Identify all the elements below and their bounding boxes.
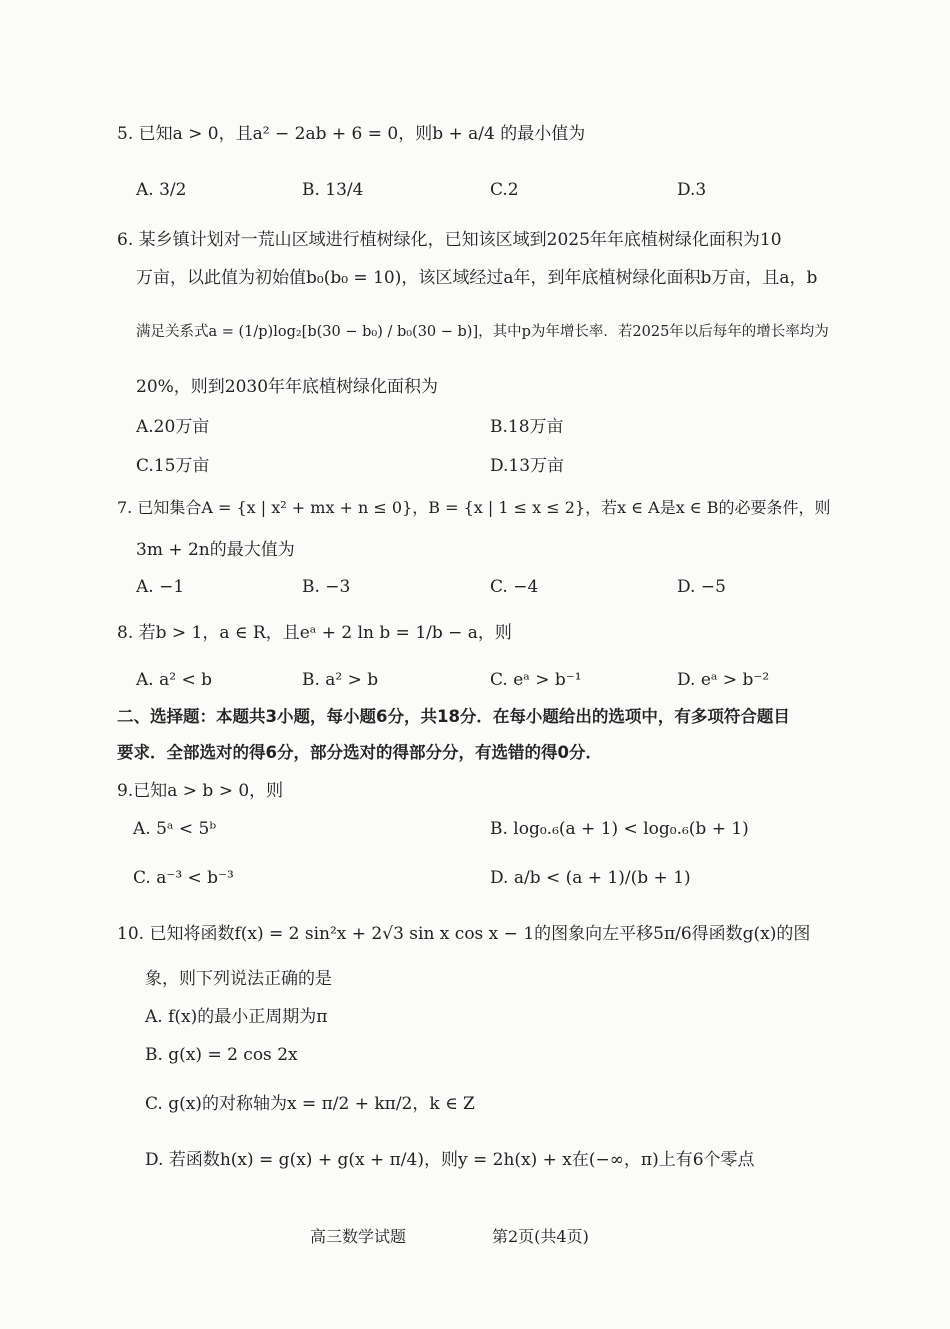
q8-option-d: D. eᵃ > b⁻² xyxy=(677,670,770,690)
q10-option-c: C. g(x)的对称轴为x = π/2 + kπ/2，k ∈ Z xyxy=(145,1094,475,1114)
q10-option-b: B. g(x) = 2 cos 2x xyxy=(145,1045,298,1065)
q9-option-a: A. 5ᵃ < 5ᵇ xyxy=(133,819,217,839)
q6-line-2: 万亩，以此值为初始值b₀(b₀ = 10)，该区域经过a年，到年底植树绿化面积b万亩，且a，b xyxy=(136,268,818,288)
q10-line-1: 10. 已知将函数f(x) = 2 sin²x + 2√3 sin x cos x − 1的图象向左平移5π/6得函数g(x)的图 xyxy=(117,924,811,944)
q6-line-1: 6. 某乡镇计划对一荒山区域进行植树绿化，已知该区域到2025年年底植树绿化面积为10 xyxy=(117,230,782,250)
q9-stem: 9.已知a > b > 0，则 xyxy=(117,781,284,801)
q5-option-b: B. 13/4 xyxy=(302,180,364,200)
q7-option-c: C. −4 xyxy=(490,577,539,597)
q6-option-b: B.18万亩 xyxy=(490,417,564,437)
footer-title: 高三数学试题 xyxy=(310,1227,407,1246)
q5-option-a: A. 3/2 xyxy=(136,180,187,200)
q7-line-2: 3m + 2n的最大值为 xyxy=(136,540,295,560)
q6-option-a: A.20万亩 xyxy=(136,417,210,437)
q9-option-b: B. log₀.₆(a + 1) < log₀.₆(b + 1) xyxy=(490,819,749,839)
q8-option-b: B. a² > b xyxy=(302,670,379,690)
q7-option-d: D. −5 xyxy=(677,577,726,597)
q10-option-a: A. f(x)的最小正周期为π xyxy=(145,1007,328,1027)
q6-option-c: C.15万亩 xyxy=(136,456,210,476)
q6-line-3: 满足关系式a = (1/p)log₂[b(30 − b₀) / b₀(30 − b)]，其中p为年增长率．若2025年以后每年的增长率均为 xyxy=(136,324,829,340)
footer-page-number: 第2页(共4页) xyxy=(492,1227,589,1246)
q8-option-a: A. a² < b xyxy=(136,670,212,690)
q9-option-c: C. a⁻³ < b⁻³ xyxy=(133,868,234,888)
q7-option-b: B. −3 xyxy=(302,577,351,597)
q7-option-a: A. −1 xyxy=(136,577,185,597)
q8-stem: 8. 若b > 1，a ∈ R，且eᵃ + 2 ln b = 1/b − a，则 xyxy=(117,623,512,643)
q9-option-d: D. a/b < (a + 1)/(b + 1) xyxy=(490,868,691,888)
q5-option-d: D.3 xyxy=(677,180,707,200)
section2-heading-line-1: 二、选择题：本题共3小题，每小题6分，共18分．在每小题给出的选项中，有多项符合题目 xyxy=(117,707,790,726)
q7-line-1: 7. 已知集合A = {x | x² + mx + n ≤ 0}，B = {x | 1 ≤ x ≤ 2}，若x ∈ A是x ∈ B的必要条件，则 xyxy=(117,498,831,517)
q5-option-c: C.2 xyxy=(490,180,519,200)
q10-option-d: D. 若函数h(x) = g(x) + g(x + π/4)，则y = 2h(x) + x在(−∞，π)上有6个零点 xyxy=(145,1150,755,1170)
q10-line-2: 象，则下列说法正确的是 xyxy=(145,969,332,989)
q6-option-d: D.13万亩 xyxy=(490,456,565,476)
q6-line-4: 20%，则到2030年年底植树绿化面积为 xyxy=(136,377,439,397)
q5-stem: 5. 已知a > 0，且a² − 2ab + 6 = 0，则b + a/4 的最小值为 xyxy=(117,124,586,144)
q8-option-c: C. eᵃ > b⁻¹ xyxy=(490,670,582,690)
section2-heading-line-2: 要求．全部选对的得6分，部分选对的得部分分，有选错的得0分． xyxy=(117,743,602,762)
